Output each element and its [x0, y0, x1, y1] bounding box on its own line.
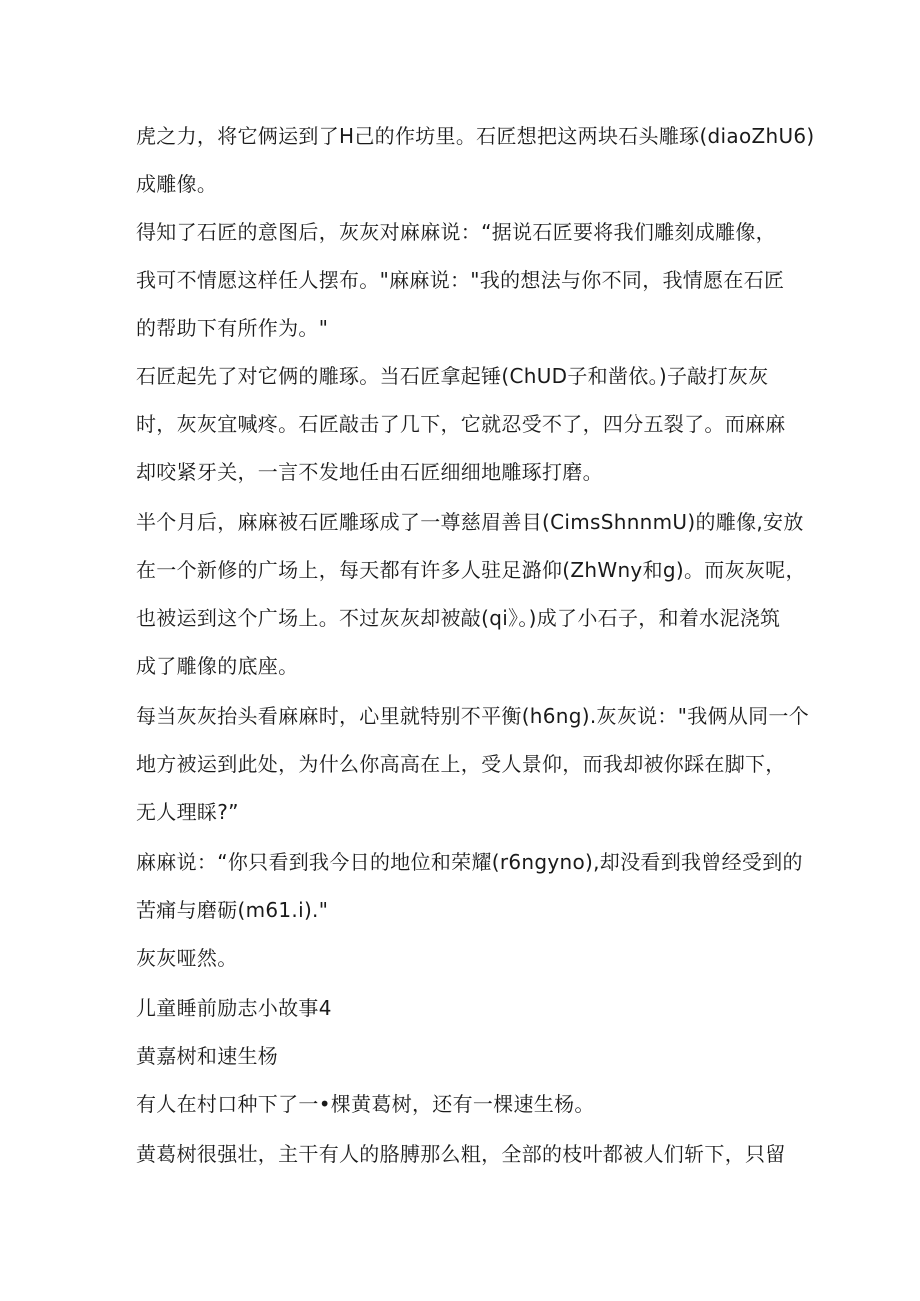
text-line-4: 我可不情愿这样任人摆布。"麻麻说："我的想法与你不同，我情愿在石匠	[136, 268, 785, 292]
text-line-1: 虎之力，将它俩运到了H己的作坊里。石匠想把这两块石头雕琢(diaoZhU6)	[136, 124, 815, 148]
text-line-13: 每当灰灰抬头看麻麻时，心里就特别不平衡(h6ng).灰灰说："我俩从同一个	[136, 704, 810, 728]
section-heading: 儿童睡前励志小故事4	[136, 996, 332, 1020]
text-line-2: 成雕像。	[136, 172, 218, 196]
text-line-12: 成了雕像的底座。	[136, 654, 299, 678]
text-line-15: 无人理睬?”	[136, 800, 239, 824]
text-line-7: 时，灰灰宜喊疼。石匠敲击了几下，它就忍受不了，四分五裂了。而麻麻	[136, 412, 786, 436]
text-line-9: 半个月后，麻麻被石匠雕琢成了一尊慈眉善目(CimsShnnmU)的雕像,安放	[136, 510, 804, 534]
text-line-10: 在一个新修的广场上，每天都有许多人驻足潞仰(ZhWny和g)。而灰灰呢，	[136, 558, 806, 582]
text-line-18: 灰灰哑然。	[136, 946, 238, 970]
text-line-16: 麻麻说：“你只看到我今日的地位和荣耀(r6ngyno),却没看到我曾经受到的	[136, 850, 803, 874]
text-line-21: 有人在村口种下了一•棵黄葛树，还有一棵速生杨。	[136, 1092, 595, 1116]
text-line-14: 地方被运到此处，为什么你高高在上，受人景仰，而我却被你踩在脚下，	[136, 752, 786, 776]
text-line-6: 石匠起先了对它俩的雕琢。当石匠拿起锤(ChUD子和凿依。)子敲打灰灰	[136, 364, 769, 388]
text-line-17: 苦痛与磨砺(m61.i)."	[136, 898, 329, 922]
story-title: 黄嘉树和速生杨	[136, 1044, 279, 1068]
text-line-3: 得知了石匠的意图后，灰灰对麻麻说：“据说石匠要将我们雕刻成雕像，	[136, 220, 776, 244]
text-line-22: 黄葛树很强壮，主干有人的胳膊那么粗，全部的枝叶都被人们斩下，只留	[136, 1142, 786, 1166]
text-line-8: 却咬紧牙关，一言不发地任由石匠细细地雕琢打磨。	[136, 460, 603, 484]
text-line-5: 的帮助下有所作为。"	[136, 316, 329, 340]
text-line-11: 也被运到这个广场上。不过灰灰却被敲(qi》。)成了小石子，和着水泥浇筑	[136, 606, 781, 630]
